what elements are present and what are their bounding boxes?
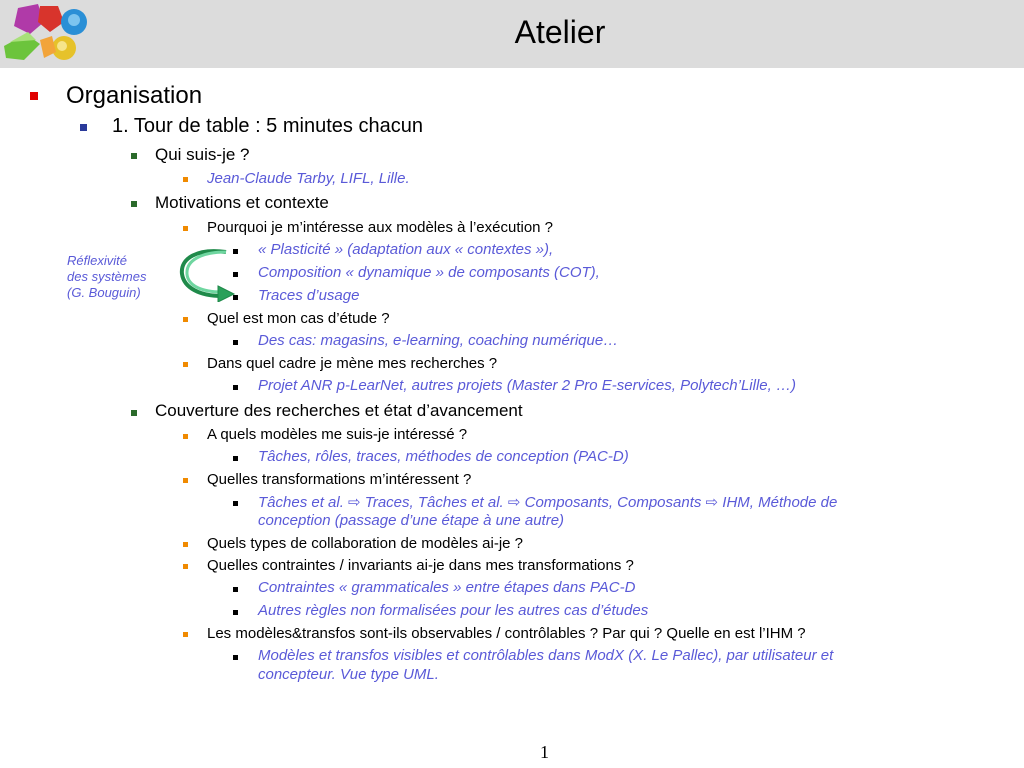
bullet-icon <box>30 92 38 100</box>
outline-item-continuation: concepteur. Vue type UML. <box>258 666 439 683</box>
side-note-line: Réflexivité <box>67 253 127 268</box>
outline-item: Quel est mon cas d’étude ? <box>207 310 390 327</box>
slide-title: Atelier <box>514 14 606 50</box>
outline-item: Tâches, rôles, traces, méthodes de conception (PAC-D) <box>258 448 629 465</box>
bullet-icon <box>233 456 238 461</box>
side-note-line: (G. Bouguin) <box>67 285 141 300</box>
side-note <box>67 253 146 301</box>
outline-item: Traces d’usage <box>258 287 360 304</box>
bullet-icon <box>233 340 238 345</box>
outline-item: Qui suis-je ? <box>155 145 250 164</box>
outline-item: « Plasticité » (adaptation aux « contextes »), <box>258 241 554 258</box>
outline-item: Dans quel cadre je mène mes recherches ? <box>207 355 498 372</box>
outline-item: Quelles contraintes / invariants ai-je dans mes transformations ? <box>207 557 634 574</box>
outline-item: Organisation <box>66 82 203 109</box>
bullet-icon <box>233 385 238 390</box>
bullet-icon <box>233 295 238 300</box>
bullet-icon <box>183 478 188 483</box>
bullet-icon <box>183 434 188 439</box>
outline-item: Couverture des recherches et état d’avancement <box>155 401 523 420</box>
bullet-icon <box>183 226 188 231</box>
outline-item: Projet ANR p-LearNet, autres projets (Master 2 Pro E-services, Polytech’Lille, …) <box>258 377 796 394</box>
page-number: 1 <box>540 742 549 762</box>
outline-item: 1. Tour de table : 5 minutes chacun <box>112 115 423 137</box>
bullet-icon <box>183 542 188 547</box>
outline-item: Pourquoi je m’intéresse aux modèles à l’exécution ? <box>207 219 554 236</box>
bullet-icon <box>131 410 137 416</box>
outline-item: Motivations et contexte <box>155 193 329 212</box>
outline-item: Des cas: magasins, e-learning, coaching numérique… <box>258 332 619 349</box>
bullet-icon <box>131 153 137 159</box>
bullet-icon <box>183 362 188 367</box>
outline-item-continuation: conception (passage d’une étape à une autre) <box>258 512 565 529</box>
cycle-arrow-icon <box>178 244 238 302</box>
outline-item: Contraintes « grammaticales » entre étapes dans PAC-D <box>258 579 636 596</box>
outline-item: A quels modèles me suis-je intéressé ? <box>207 426 468 443</box>
bullet-icon <box>233 272 238 277</box>
outline-item: Autres règles non formalisées pour les autres cas d’études <box>258 602 649 619</box>
outline-item: Tâches et al. ⇨ Traces, Tâches et al. ⇨ Composants, Composants ⇨ IHM, Méthode de <box>258 494 838 511</box>
bullet-icon <box>233 501 238 506</box>
outline-item: Modèles et transfos visibles et contrôlables dans ModX (X. Le Pallec), par utilisateur et <box>258 647 834 664</box>
outline-item: Composition « dynamique » de composants (COT), <box>258 264 600 281</box>
bullet-icon <box>183 564 188 569</box>
bullet-icon <box>183 632 188 637</box>
bullet-icon <box>233 655 238 660</box>
bullet-icon <box>80 124 87 131</box>
bullet-icon <box>131 201 137 207</box>
side-note-line: des systèmes <box>67 269 147 284</box>
outline-item: Quels types de collaboration de modèles ai-je ? <box>207 535 524 552</box>
gems-logo-icon <box>0 0 96 68</box>
bullet-icon <box>233 587 238 592</box>
outline-item: Les modèles&transfos sont-ils observables / contrôlables ? Par qui ? Quelle en est l’IHM ? <box>207 625 806 642</box>
bullet-icon <box>233 249 238 254</box>
bullet-icon <box>233 610 238 615</box>
bullet-icon <box>183 177 188 182</box>
bullet-icon <box>183 317 188 322</box>
outline-item: Jean-Claude Tarby, LIFL, Lille. <box>207 170 410 187</box>
outline-item: Quelles transformations m’intéressent ? <box>207 471 472 488</box>
